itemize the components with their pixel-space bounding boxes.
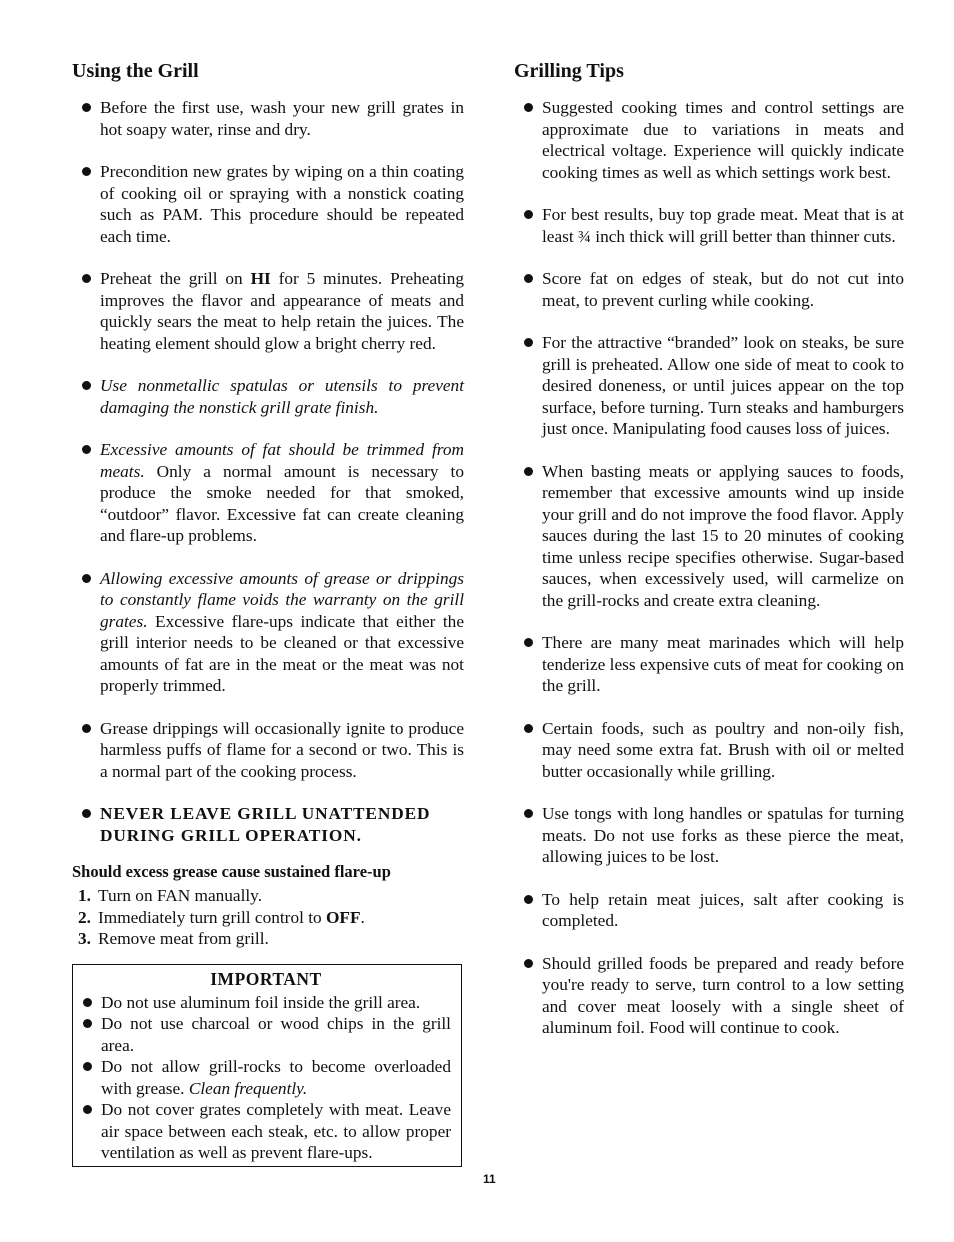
list-item: [72, 375, 464, 418]
using-the-grill-list: [72, 97, 464, 846]
unattended-warning: NEVER LEAVE GRILL UNATTENDED DURING GRILL OPERATION.: [72, 803, 464, 846]
list-item: Certain foods, such as poultry and non-oily fish, may need some extra fat. Brush with oil or melted butter occasionally while grilling.: [514, 718, 904, 783]
grilling-tips-heading: Grilling Tips: [514, 60, 624, 82]
italic-note: Allowing excessive amounts of grease or drippings to constantly flame voids the warranty on the grill grates.: [100, 568, 464, 631]
step-number: 2.: [78, 907, 91, 927]
step-text: Remove meat from grill.: [98, 929, 269, 948]
list-item: Do not use aluminum foil inside the grill area.: [81, 992, 451, 1014]
list-item: When basting meats or applying sauces to foods, remember that excessive amounts wind up inside your grill and do not improve the food flavor. Apply sauces during the last 15 to 20 minutes of cooking time unless recipe specifies otherwise. Sugar-based sauces, when excessively used, will carmelize on the grill-rocks and create extra cleaning.: [514, 461, 904, 612]
list-item: There are many meat marinades which will help tenderize less expensive cuts of meat for cooking on the grill.: [514, 632, 904, 697]
grilling-tips-column: [514, 60, 904, 1060]
list-item: Grease drippings will occasionally ignite to produce harmless puffs of flame for a second or two. This is a normal part of the cooking process.: [72, 718, 464, 783]
list-item: For best results, buy top grade meat. Meat that is at least ¾ inch thick will grill better than thinner cuts.: [514, 204, 904, 247]
grilling-tips-list: [514, 97, 904, 1039]
step-item: [72, 928, 464, 950]
list-item: [72, 568, 464, 697]
off-setting-text: OFF: [325, 907, 361, 927]
list-item: [72, 268, 464, 354]
list-item-text: Excessive flare-ups indicate that either the grill interior needs to be cleaned or that excessive amounts of fat are in the meat or the meat was not properly trimmed.: [100, 611, 464, 695]
list-item-text: Do not allow grill-rocks to become overloaded with grease.: [101, 1057, 451, 1098]
list-item: [81, 1056, 451, 1099]
list-item: Score fat on edges of steak, but do not cut into meat, to prevent curling while cooking.: [514, 268, 904, 311]
using-the-grill-column: [72, 60, 464, 1167]
using-the-grill-heading: Using the Grill: [72, 60, 199, 82]
list-item: Suggested cooking times and control settings are approximate due to variations in meats and electrical voltage. Experience will quickly indicate cooking times as well as which settings work best.: [514, 97, 904, 183]
list-item: Precondition new grates by wiping on a thin coating of cooking oil or spraying with a nonstick coating such as PAM. This procedure should be repeated each time.: [72, 161, 464, 247]
step-text: Immediately turn grill control to: [98, 907, 326, 927]
list-item: [72, 439, 464, 547]
step-number: 3.: [78, 929, 91, 948]
list-item-text: Only a normal amount is necessary to produce the smoke needed for that smoked, “outdoor” flavor. Excessive fat can create cleaning and flare-up problems.: [100, 461, 464, 545]
list-item-text: Preheat the grill on: [100, 269, 251, 288]
important-title: IMPORTANT: [210, 968, 322, 989]
step-text: .: [360, 907, 365, 927]
step-item: [72, 907, 464, 929]
flare-up-steps: [72, 885, 464, 950]
hi-setting-text: HI: [250, 269, 271, 288]
step-item: [72, 885, 464, 907]
list-item-text: for 5 minutes. Preheating improves the flavor and appearance of meats and quickly sears the meat to help retain the juices. The heating element should glow a bright cherry red.: [100, 269, 465, 353]
list-item: For the attractive “branded” look on steaks, be sure grill is preheated. Allow one side of meat to cook to desired doneness, or until juices appear on the top surface, before turning. Turn steaks and hamburgers just once. Manipulating food causes loss of juices.: [514, 332, 904, 440]
important-list: [81, 992, 451, 1164]
step-text: Turn on FAN manually.: [98, 886, 263, 905]
list-item: To help retain meat juices, salt after cooking is completed.: [514, 889, 904, 932]
italic-note: Use nonmetallic spatulas or utensils to prevent damaging the nonstick grill grate finish.: [100, 376, 464, 417]
list-item: Before the first use, wash your new grill grates in hot soapy water, rinse and dry.: [72, 97, 464, 140]
important-box: [72, 964, 462, 1167]
italic-note: Clean frequently.: [188, 1078, 308, 1098]
list-item: Do not cover grates completely with meat. Leave air space between each steak, etc. to allow proper ventilation as well as prevent flare-ups.: [81, 1099, 451, 1164]
page-number: 11: [483, 1172, 496, 1186]
flare-up-heading: Should excess grease cause sustained flare-up: [72, 862, 391, 881]
list-item: Use tongs with long handles or spatulas for turning meats. Do not use forks as these pierce the meat, allowing juices to be lost.: [514, 803, 904, 868]
list-item: Should grilled foods be prepared and ready before you're ready to serve, turn control to a low setting and cover meat loosely with a single sheet of aluminum foil. Food will continue to cook.: [514, 953, 904, 1039]
step-number: 1.: [78, 886, 91, 905]
italic-note: Excessive amounts of fat should be trimmed from meats.: [100, 440, 464, 481]
list-item: Do not use charcoal or wood chips in the grill area.: [81, 1013, 451, 1056]
